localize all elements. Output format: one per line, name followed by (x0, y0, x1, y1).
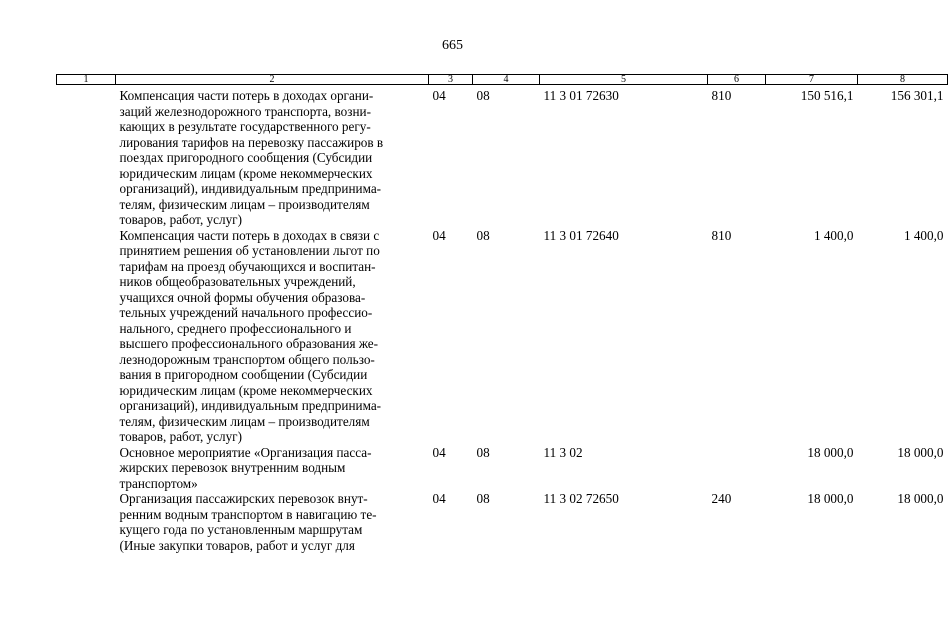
description-line: телям, физическим лицам – производителям (119, 413, 370, 429)
cell-section: 04 (432, 444, 446, 460)
description-line: вания в пригородном сообщении (Субсидии (119, 367, 368, 382)
description-line: учащихся очной формы обучения образова- (119, 289, 366, 305)
description-line: транспортом» (119, 475, 198, 491)
column-header-3: 3 (429, 75, 473, 85)
cell-section: 04 (432, 491, 446, 506)
column-header-2: 2 (116, 75, 429, 85)
description-line: Компенсация части потерь в доходах в связи с (119, 227, 380, 243)
description-line: Основное мероприятие «Организация пасса- (119, 444, 372, 460)
cell-amount-year2: 18 000,0 (897, 491, 944, 506)
cell-expense-type (708, 445, 766, 492)
cell-target-article: 11 3 01 72630 (543, 88, 619, 103)
cell-subsection: 08 (476, 491, 490, 506)
description-line: Компенсация части потерь в доходах органи- (119, 88, 374, 103)
column-header-5: 5 (540, 75, 708, 85)
description-line: поездах пригородного сообщения (Субсидии (119, 150, 373, 165)
table-row (57, 228, 948, 445)
description-line: нального, среднего профессионального и (119, 320, 352, 336)
column-number-header (57, 75, 948, 85)
description-line: ников общеобразовательных учреждений, (119, 274, 356, 289)
page-number: 665 (442, 38, 463, 53)
cell-amount-year2: 18 000,0 (897, 444, 944, 460)
description-line: кающих в результате государственного регу- (119, 119, 371, 134)
cell-description (116, 228, 429, 445)
description-line: ренним водным транспортом в навигацию те- (119, 506, 377, 522)
description-line: принятием решения об установлении льгот по (119, 243, 380, 258)
description-line: товаров, работ, услуг) (119, 429, 242, 444)
table-row (57, 85, 948, 228)
table-row (57, 445, 948, 492)
cell-section: 04 (432, 227, 446, 243)
description-line: телям, физическим лицам – производителям (119, 196, 370, 212)
description-line: заций железнодорожного транспорта, возни- (119, 103, 371, 119)
cell-col1 (57, 445, 116, 492)
description-line: Организация пассажирских перевозок внут- (119, 491, 368, 506)
cell-expense-type: 810 (711, 88, 732, 103)
description-line: юридическим лицам (кроме некоммерческих (119, 382, 373, 398)
budget-table (56, 74, 948, 553)
column-header-4: 4 (473, 75, 540, 85)
cell-amount-year1: 1 400,0 (813, 227, 854, 243)
cell-amount-year2: 156 301,1 (890, 88, 944, 103)
column-header-6: 6 (708, 75, 766, 85)
cell-col1 (57, 85, 116, 228)
cell-expense-type: 240 (711, 491, 732, 506)
description-line: товаров, работ, услуг) (119, 212, 242, 227)
cell-description (116, 85, 429, 228)
description-line: жирских перевозок внутренним водным (119, 460, 346, 475)
cell-amount-year1: 18 000,0 (807, 444, 854, 460)
column-header-7: 7 (766, 75, 858, 85)
cell-target-article: 11 3 02 (543, 444, 583, 460)
description-line: юридическим лицам (кроме некоммерческих (119, 165, 373, 181)
table-row (57, 491, 948, 553)
cell-description (116, 491, 429, 553)
description-line: высшего профессионального образования же- (119, 336, 379, 351)
cell-amount-year2: 1 400,0 (903, 227, 944, 243)
cell-section: 04 (432, 88, 446, 103)
cell-amount-year1: 18 000,0 (807, 491, 854, 506)
table-body (57, 85, 948, 554)
description-line: (Иные закупки товаров, работ и услуг для (119, 537, 355, 553)
column-header-1: 1 (57, 75, 116, 85)
description-line: организаций), индивидуальным предпринима- (119, 181, 382, 196)
cell-description (116, 445, 429, 492)
cell-subsection: 08 (476, 88, 490, 103)
cell-target-article: 11 3 02 72650 (543, 491, 619, 506)
description-line: лезнодорожным транспортом общего пользо- (119, 351, 375, 367)
description-line: кущего года по установленным маршрутам (119, 522, 363, 537)
description-line: организаций), индивидуальным предпринима- (119, 398, 382, 413)
cell-target-article: 11 3 01 72640 (543, 227, 619, 243)
cell-expense-type: 810 (711, 227, 732, 243)
cell-amount-year1: 150 516,1 (800, 88, 854, 103)
cell-subsection: 08 (476, 227, 490, 243)
cell-col1 (57, 228, 116, 445)
description-line: тельных учреждений начального профессио- (119, 305, 373, 320)
cell-col1 (57, 491, 116, 553)
cell-subsection: 08 (476, 444, 490, 460)
description-line: лирования тарифов на перевозку пассажиров в (119, 134, 384, 150)
column-header-8: 8 (858, 75, 948, 85)
description-line: тарифам на проезд обучающихся и воспитан- (119, 258, 376, 274)
